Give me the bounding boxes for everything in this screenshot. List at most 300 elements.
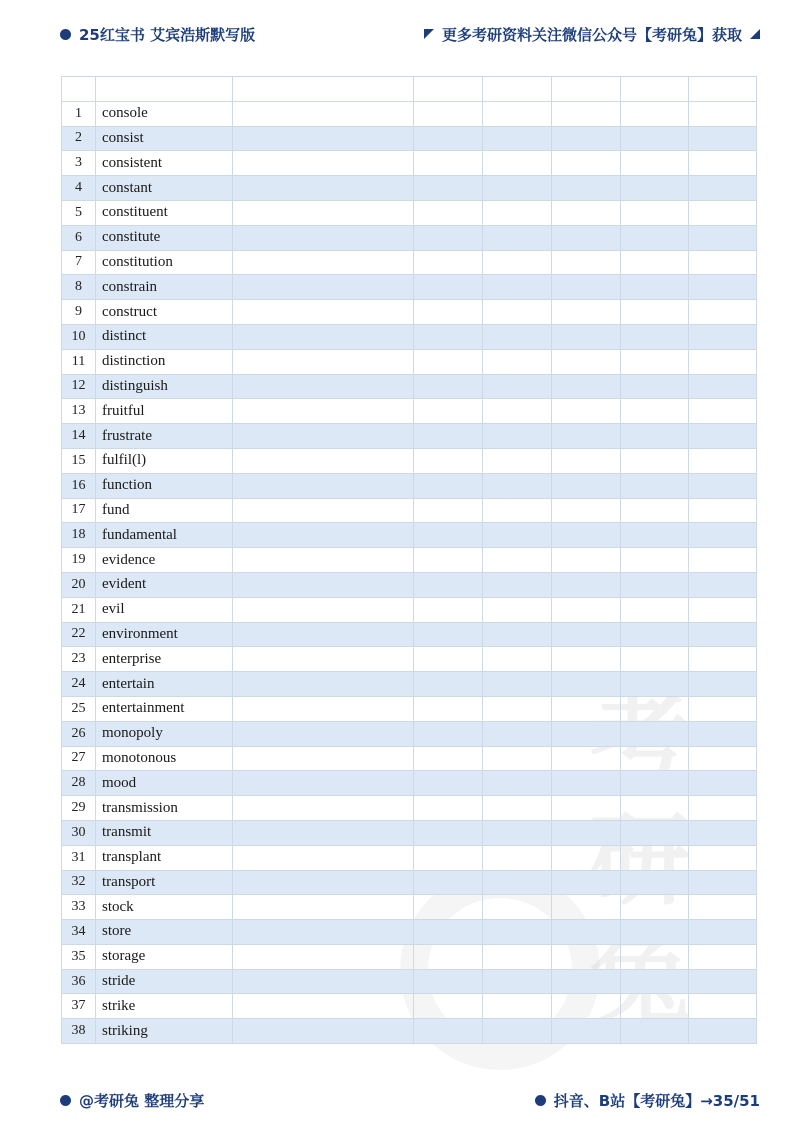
row-number: 23: [62, 647, 96, 672]
blank-cell: [621, 796, 689, 821]
blank-cell: [689, 771, 757, 796]
blank-cell: [621, 548, 689, 573]
blank-cell: [233, 1019, 414, 1044]
table-row: [62, 746, 757, 771]
blank-cell: [689, 250, 757, 275]
blank-cell: [233, 225, 414, 250]
blank-cell: [689, 920, 757, 945]
blank-cell: [483, 622, 552, 647]
blank-cell: [414, 374, 483, 399]
blank-cell: [552, 771, 621, 796]
blank-cell: [483, 647, 552, 672]
blank-cell: [552, 300, 621, 325]
blank-cell: [621, 1019, 689, 1044]
blank-cell: [233, 845, 414, 870]
row-number: 16: [62, 473, 96, 498]
blank-cell: [552, 696, 621, 721]
blank-cell: [233, 870, 414, 895]
blank-cell: [552, 200, 621, 225]
blank-cell: [552, 374, 621, 399]
blank-cell: [233, 597, 414, 622]
blank-cell: [483, 200, 552, 225]
word-cell: environment: [96, 622, 233, 647]
blank-cell: [621, 746, 689, 771]
row-number: 11: [62, 349, 96, 374]
row-number: 29: [62, 796, 96, 821]
dictation-table: [61, 76, 757, 1044]
blank-cell: [689, 126, 757, 151]
blank-cell: [233, 944, 414, 969]
blank-cell: [414, 349, 483, 374]
table-row: [62, 969, 757, 994]
blank-cell: [414, 672, 483, 697]
table-row: [62, 399, 757, 424]
word-cell: function: [96, 473, 233, 498]
word-cell: stock: [96, 895, 233, 920]
blank-cell: [233, 796, 414, 821]
word-cell: evident: [96, 572, 233, 597]
table-row: [62, 374, 757, 399]
blank-cell: [552, 994, 621, 1019]
blank-cell: [689, 300, 757, 325]
row-number: 12: [62, 374, 96, 399]
blank-cell: [689, 424, 757, 449]
blank-cell: [414, 944, 483, 969]
blank-cell: [689, 176, 757, 201]
blank-cell: [414, 300, 483, 325]
blank-cell: [689, 448, 757, 473]
blank-cell: [414, 696, 483, 721]
blank-cell: [552, 424, 621, 449]
table-row: [62, 870, 757, 895]
word-cell: distinguish: [96, 374, 233, 399]
row-number: 38: [62, 1019, 96, 1044]
word-cell: monopoly: [96, 721, 233, 746]
blank-cell: [233, 250, 414, 275]
blank-cell: [552, 647, 621, 672]
table-row: [62, 1019, 757, 1044]
blank-cell: [689, 845, 757, 870]
blank-cell: [483, 374, 552, 399]
blank-cell: [483, 151, 552, 176]
blank-cell: [552, 448, 621, 473]
blank-cell: [689, 374, 757, 399]
blank-cell: [621, 275, 689, 300]
blank-cell: [483, 672, 552, 697]
row-number: 7: [62, 250, 96, 275]
table-row: [62, 523, 757, 548]
blank-cell: [552, 597, 621, 622]
footer-left: [60, 1090, 204, 1111]
row-number: 1: [62, 101, 96, 126]
table-row: [62, 548, 757, 573]
blank-cell: [483, 771, 552, 796]
blank-cell: [233, 300, 414, 325]
blank-cell: [689, 101, 757, 126]
table-row: [62, 250, 757, 275]
table-row: [62, 200, 757, 225]
blank-cell: [483, 1019, 552, 1044]
word-cell: constant: [96, 176, 233, 201]
blank-cell: [621, 845, 689, 870]
blank-cell: [233, 498, 414, 523]
blank-cell: [483, 796, 552, 821]
blank-cell: [414, 250, 483, 275]
blank-cell: [552, 870, 621, 895]
blank-cell: [414, 151, 483, 176]
word-cell: constrain: [96, 275, 233, 300]
blank-cell: [233, 820, 414, 845]
blank-cell: [233, 324, 414, 349]
row-number: 4: [62, 176, 96, 201]
blank-cell: [483, 597, 552, 622]
word-cell: console: [96, 101, 233, 126]
row-number: 30: [62, 820, 96, 845]
row-number: 26: [62, 721, 96, 746]
blank-cell: [689, 498, 757, 523]
corner-triangle-icon: [424, 29, 434, 39]
word-cell: monotonous: [96, 746, 233, 771]
row-number: 22: [62, 622, 96, 647]
blank-cell: [233, 275, 414, 300]
page-header: [60, 22, 760, 46]
table-row: [62, 944, 757, 969]
word-cell: stride: [96, 969, 233, 994]
table-row: [62, 424, 757, 449]
page-footer: [60, 1088, 760, 1112]
blank-cell: [689, 225, 757, 250]
footer-right: [535, 1090, 760, 1111]
blank-cell: [621, 672, 689, 697]
table-row: [62, 176, 757, 201]
blank-cell: [414, 275, 483, 300]
blank-cell: [233, 771, 414, 796]
header-cell: [552, 77, 621, 102]
blank-cell: [233, 672, 414, 697]
word-cell: frustrate: [96, 424, 233, 449]
blank-cell: [621, 895, 689, 920]
blank-cell: [233, 548, 414, 573]
blank-cell: [689, 895, 757, 920]
blank-cell: [414, 1019, 483, 1044]
blank-cell: [414, 176, 483, 201]
blank-cell: [414, 597, 483, 622]
row-number: 24: [62, 672, 96, 697]
word-cell: evidence: [96, 548, 233, 573]
row-number: 37: [62, 994, 96, 1019]
table-row: [62, 647, 757, 672]
header-cell: [621, 77, 689, 102]
table-header-row: [62, 77, 757, 102]
blank-cell: [414, 721, 483, 746]
blank-cell: [621, 498, 689, 523]
table-row: [62, 845, 757, 870]
blank-cell: [233, 126, 414, 151]
row-number: 33: [62, 895, 96, 920]
blank-cell: [552, 225, 621, 250]
blank-cell: [689, 994, 757, 1019]
blank-cell: [414, 448, 483, 473]
blank-cell: [483, 225, 552, 250]
header-promo: 更多考研资料关注微信公众号【考研兔】获取: [441, 25, 742, 44]
blank-cell: [621, 101, 689, 126]
blank-cell: [414, 498, 483, 523]
blank-cell: [621, 473, 689, 498]
blank-cell: [414, 746, 483, 771]
table-row: [62, 696, 757, 721]
blank-cell: [552, 1019, 621, 1044]
table-row: [62, 771, 757, 796]
blank-cell: [414, 969, 483, 994]
blank-cell: [689, 473, 757, 498]
blank-cell: [689, 548, 757, 573]
table-row: [62, 349, 757, 374]
blank-cell: [483, 250, 552, 275]
blank-cell: [552, 151, 621, 176]
table-row: [62, 820, 757, 845]
blank-cell: [552, 324, 621, 349]
word-cell: fund: [96, 498, 233, 523]
blank-cell: [689, 1019, 757, 1044]
blank-cell: [552, 399, 621, 424]
blank-cell: [414, 324, 483, 349]
blank-cell: [621, 622, 689, 647]
blank-cell: [233, 349, 414, 374]
word-cell: enterprise: [96, 647, 233, 672]
word-cell: distinction: [96, 349, 233, 374]
word-cell: constituent: [96, 200, 233, 225]
blank-cell: [414, 225, 483, 250]
row-number: 3: [62, 151, 96, 176]
blank-cell: [621, 870, 689, 895]
blank-cell: [621, 721, 689, 746]
blank-cell: [483, 448, 552, 473]
word-cell: transmit: [96, 820, 233, 845]
blank-cell: [414, 895, 483, 920]
table-row: [62, 994, 757, 1019]
book-title: 25红宝书 艾宾浩斯默写版: [79, 25, 256, 44]
blank-cell: [233, 200, 414, 225]
word-cell: consist: [96, 126, 233, 151]
blank-cell: [552, 548, 621, 573]
blank-cell: [552, 721, 621, 746]
blank-cell: [483, 944, 552, 969]
blank-cell: [552, 920, 621, 945]
word-cell: mood: [96, 771, 233, 796]
blank-cell: [621, 151, 689, 176]
blank-cell: [414, 572, 483, 597]
blank-cell: [483, 498, 552, 523]
bullet-dot-icon: [60, 1095, 71, 1106]
blank-cell: [552, 250, 621, 275]
blank-cell: [414, 994, 483, 1019]
bullet-dot-icon: [535, 1095, 546, 1106]
blank-cell: [483, 746, 552, 771]
word-cell: striking: [96, 1019, 233, 1044]
blank-cell: [552, 572, 621, 597]
footer-page-info: 抖音、B站【考研兔】→35/51: [553, 1091, 760, 1110]
word-cell: consistent: [96, 151, 233, 176]
blank-cell: [414, 126, 483, 151]
blank-cell: [483, 820, 552, 845]
blank-cell: [689, 523, 757, 548]
word-cell: entertain: [96, 672, 233, 697]
blank-cell: [621, 523, 689, 548]
blank-cell: [621, 771, 689, 796]
blank-cell: [689, 349, 757, 374]
blank-cell: [552, 820, 621, 845]
blank-cell: [552, 126, 621, 151]
blank-cell: [414, 200, 483, 225]
blank-cell: [621, 994, 689, 1019]
blank-cell: [483, 349, 552, 374]
blank-cell: [483, 424, 552, 449]
blank-cell: [483, 721, 552, 746]
word-cell: transport: [96, 870, 233, 895]
blank-cell: [621, 572, 689, 597]
table-row: [62, 796, 757, 821]
row-number: 32: [62, 870, 96, 895]
row-number: 36: [62, 969, 96, 994]
blank-cell: [621, 696, 689, 721]
blank-cell: [552, 944, 621, 969]
blank-cell: [483, 399, 552, 424]
table-row: [62, 597, 757, 622]
blank-cell: [414, 647, 483, 672]
blank-cell: [414, 820, 483, 845]
blank-cell: [552, 969, 621, 994]
blank-cell: [689, 647, 757, 672]
blank-cell: [621, 820, 689, 845]
blank-cell: [483, 126, 552, 151]
blank-cell: [414, 920, 483, 945]
row-number: 31: [62, 845, 96, 870]
blank-cell: [483, 101, 552, 126]
blank-cell: [233, 622, 414, 647]
table-row: [62, 721, 757, 746]
blank-cell: [483, 870, 552, 895]
blank-cell: [689, 672, 757, 697]
header-cell: [483, 77, 552, 102]
corner-triangle-icon: [750, 29, 760, 39]
row-number: 27: [62, 746, 96, 771]
header-cell: [233, 77, 414, 102]
bullet-dot-icon: [60, 29, 71, 40]
blank-cell: [233, 696, 414, 721]
blank-cell: [552, 473, 621, 498]
blank-cell: [689, 696, 757, 721]
row-number: 25: [62, 696, 96, 721]
blank-cell: [689, 597, 757, 622]
blank-cell: [233, 920, 414, 945]
word-cell: fruitful: [96, 399, 233, 424]
blank-cell: [621, 597, 689, 622]
row-number: 10: [62, 324, 96, 349]
blank-cell: [552, 796, 621, 821]
blank-cell: [233, 473, 414, 498]
blank-cell: [233, 994, 414, 1019]
blank-cell: [414, 473, 483, 498]
blank-cell: [233, 895, 414, 920]
blank-cell: [689, 944, 757, 969]
blank-cell: [233, 424, 414, 449]
row-number: 17: [62, 498, 96, 523]
row-number: 14: [62, 424, 96, 449]
word-cell: construct: [96, 300, 233, 325]
blank-cell: [621, 424, 689, 449]
blank-cell: [621, 920, 689, 945]
blank-cell: [483, 994, 552, 1019]
blank-cell: [233, 399, 414, 424]
row-number: 9: [62, 300, 96, 325]
table-row: [62, 895, 757, 920]
blank-cell: [414, 101, 483, 126]
blank-cell: [552, 523, 621, 548]
word-cell: constitute: [96, 225, 233, 250]
table-row: [62, 151, 757, 176]
blank-cell: [689, 572, 757, 597]
word-cell: fulfil(l): [96, 448, 233, 473]
blank-cell: [689, 200, 757, 225]
word-cell: strike: [96, 994, 233, 1019]
row-number: 5: [62, 200, 96, 225]
row-number: 8: [62, 275, 96, 300]
blank-cell: [483, 696, 552, 721]
header-cell: [689, 77, 757, 102]
header-cell: [414, 77, 483, 102]
word-cell: entertainment: [96, 696, 233, 721]
blank-cell: [414, 771, 483, 796]
row-number: 19: [62, 548, 96, 573]
blank-cell: [689, 324, 757, 349]
table-row: [62, 473, 757, 498]
blank-cell: [689, 622, 757, 647]
word-cell: storage: [96, 944, 233, 969]
table-row: [62, 920, 757, 945]
blank-cell: [552, 746, 621, 771]
row-number: 21: [62, 597, 96, 622]
blank-cell: [689, 151, 757, 176]
table-row: [62, 572, 757, 597]
row-number: 35: [62, 944, 96, 969]
blank-cell: [621, 944, 689, 969]
blank-cell: [552, 622, 621, 647]
row-number: 28: [62, 771, 96, 796]
blank-cell: [552, 672, 621, 697]
row-number: 20: [62, 572, 96, 597]
word-cell: distinct: [96, 324, 233, 349]
blank-cell: [621, 176, 689, 201]
blank-cell: [621, 374, 689, 399]
blank-cell: [552, 176, 621, 201]
blank-cell: [552, 101, 621, 126]
row-number: 6: [62, 225, 96, 250]
word-cell: transplant: [96, 845, 233, 870]
word-cell: evil: [96, 597, 233, 622]
blank-cell: [233, 721, 414, 746]
table-row: [62, 448, 757, 473]
word-cell: store: [96, 920, 233, 945]
blank-cell: [689, 796, 757, 821]
row-number: 18: [62, 523, 96, 548]
blank-cell: [483, 176, 552, 201]
header-cell: [96, 77, 233, 102]
blank-cell: [483, 324, 552, 349]
blank-cell: [233, 448, 414, 473]
blank-cell: [483, 895, 552, 920]
blank-cell: [621, 300, 689, 325]
header-right: [424, 24, 760, 45]
